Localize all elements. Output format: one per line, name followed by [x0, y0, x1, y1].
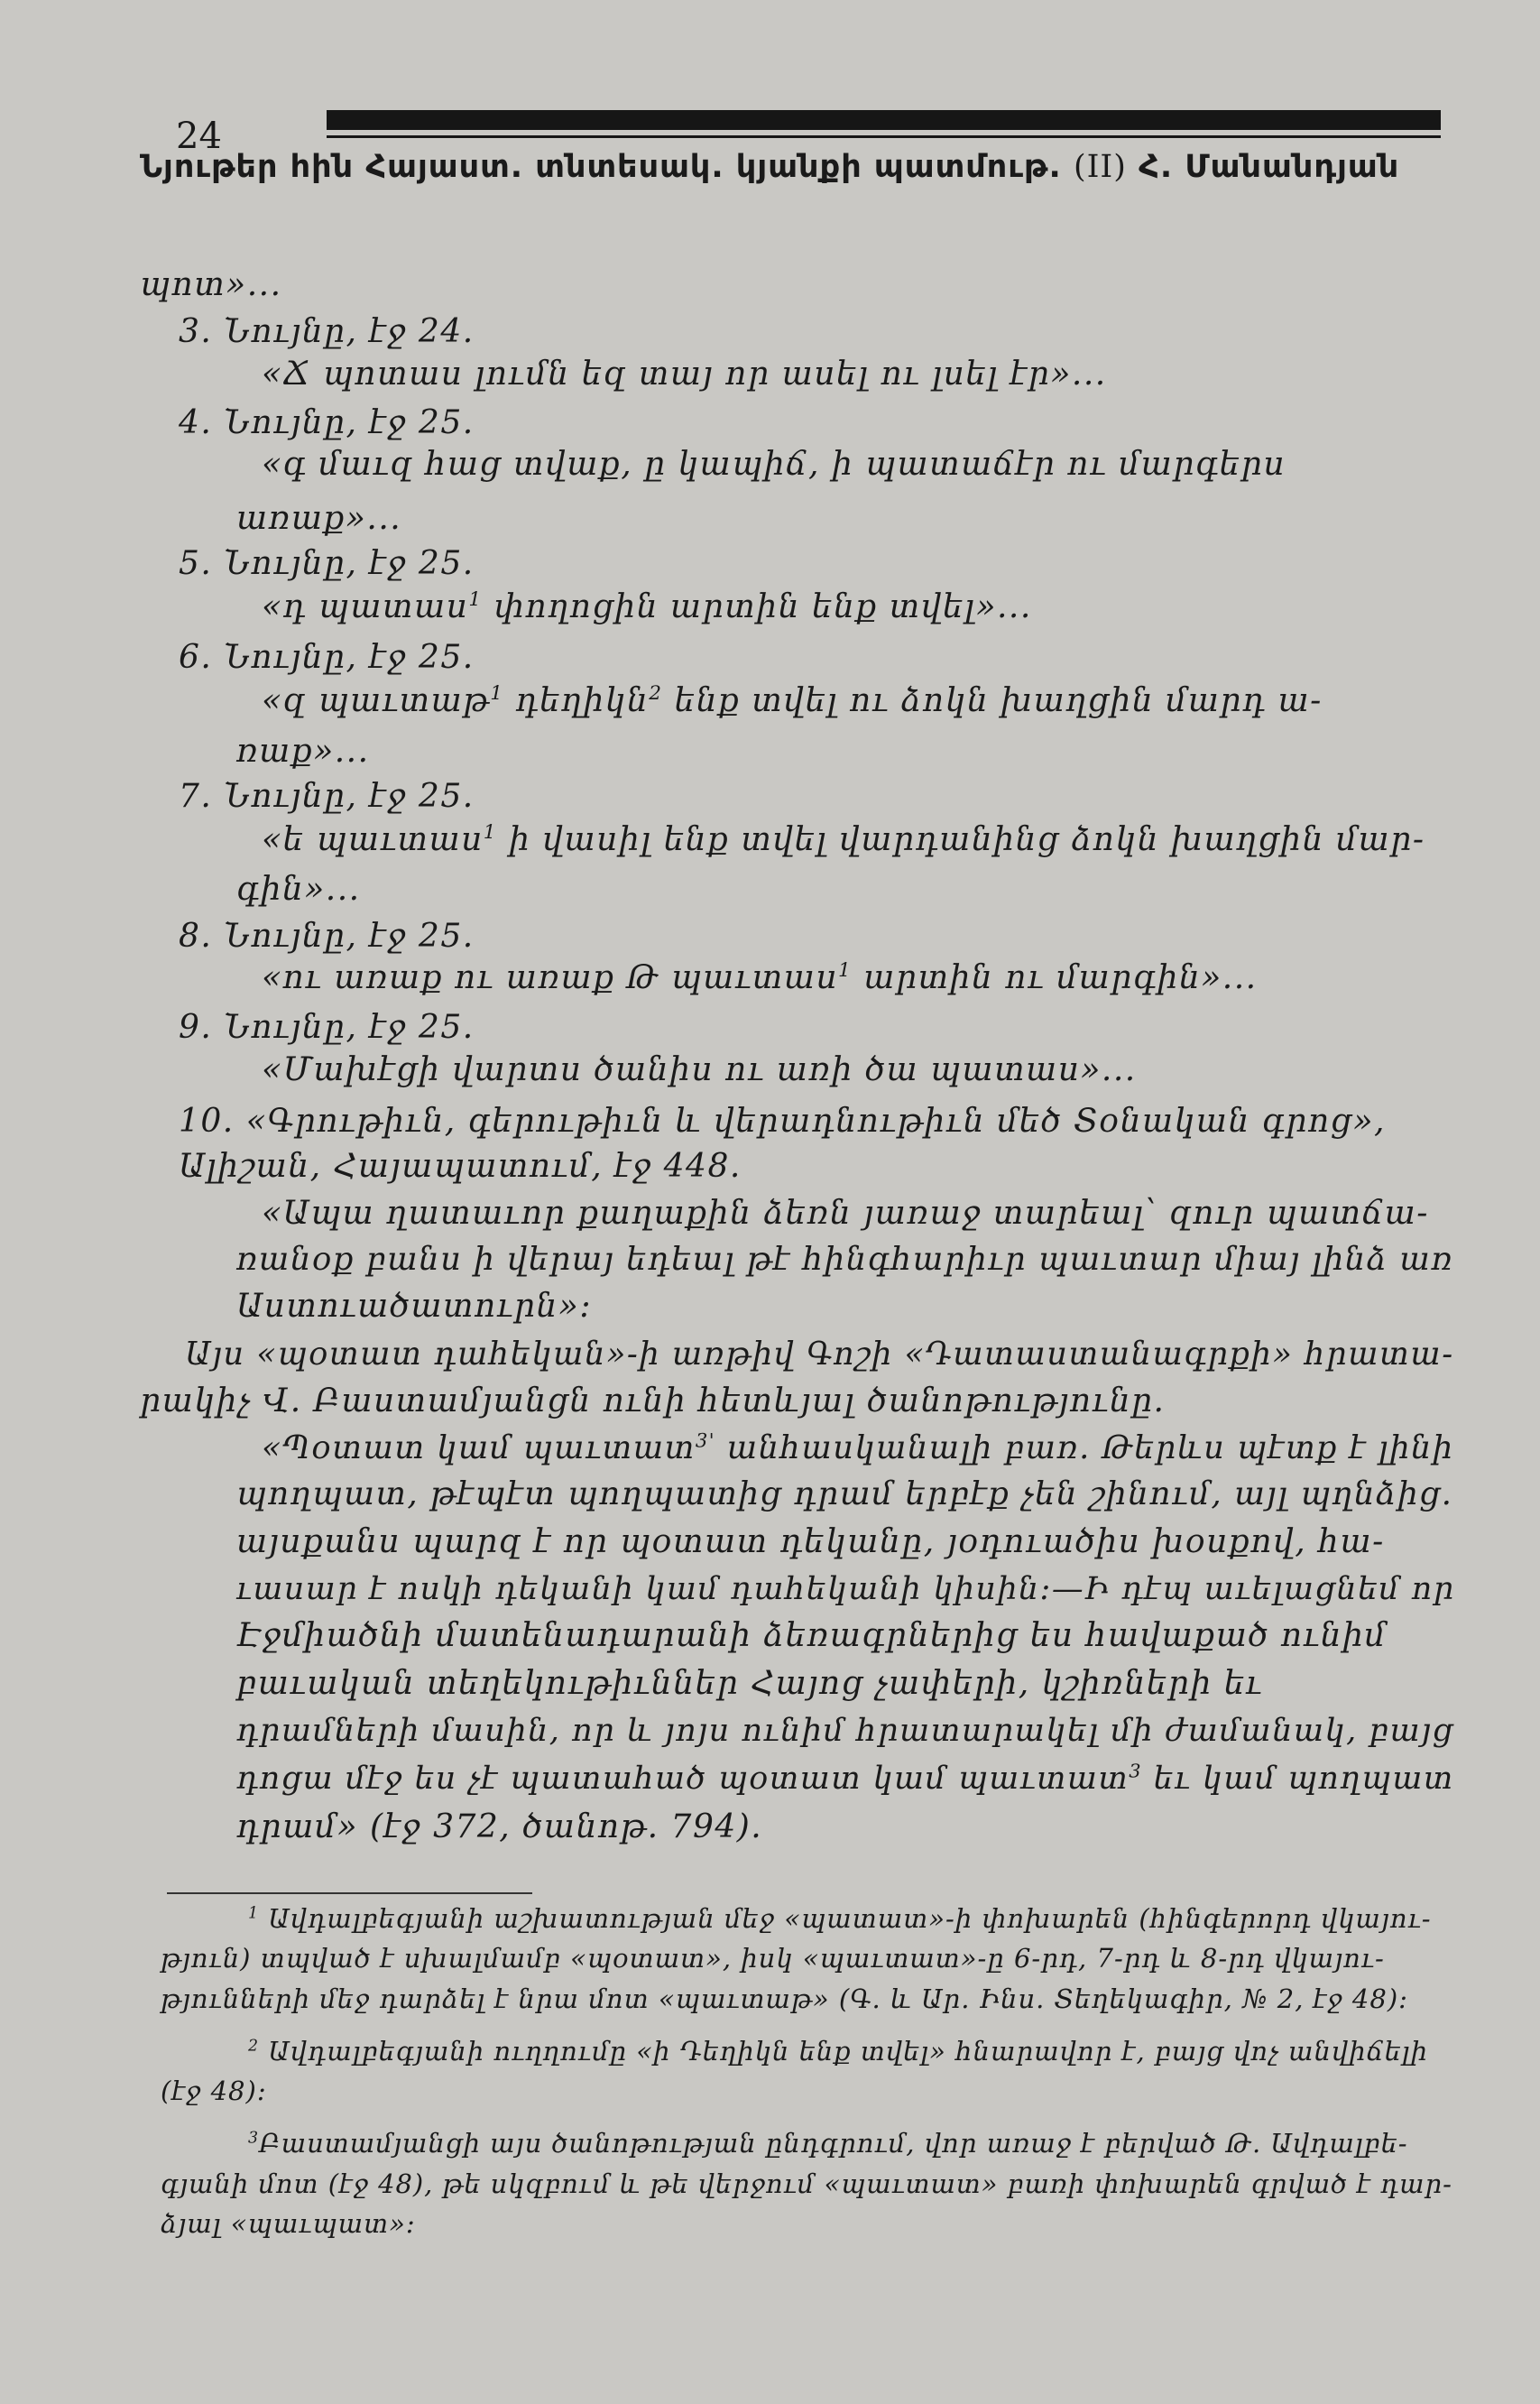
quote-line: «ե պաւտաս$^1$ ի վասիլ ենք տվել վարդանինց ձոկն խաղցին մար- — [262, 821, 1425, 858]
footnote-3-line: ձյալ «պաւպատ»։ — [161, 2208, 416, 2239]
entry-heading: 10. «Գրութիւն, գերութիւն և վերադնութիւն մեծ Տօնական գրոց», — [179, 1103, 1386, 1140]
quote-line: «Մախէցի վարտս ծանիս ու առի ծա պատաս»... — [262, 1051, 1137, 1088]
running-header-title: Նյութեր հին Հայաստ. տնտեսակ. կյանքի պատմութ. — [140, 149, 1074, 185]
quote-line: «զ պաւտաթ$^1$ դեղիկն$^2$ ենք տվել ու ձոկն խաղցին մարդ ա- — [262, 682, 1323, 719]
quote-line: պողպատ, թէպէտ պողպատից դրամ երբէք չեն շինում, այլ պղնձից. — [236, 1475, 1453, 1512]
footnote-ref: 1 — [468, 588, 483, 611]
footnote-1-line: թյունների մեջ դարձել է նրա մոտ «պաւտաթ» (Գ. և Ար. Ինս. Տեղեկագիր, № 2, էջ 48)։ — [161, 1983, 1408, 2014]
footnote-ref: 1 — [838, 959, 853, 982]
quote-line: բաւական տեղեկութիւններ Հայոց չափերի, կշիռների եւ — [236, 1665, 1263, 1702]
footnote-rule — [167, 1892, 532, 1894]
quote-line: դրամ» (էջ 372, ծանոթ. 794). — [236, 1808, 763, 1845]
quote-line: ւասար է ոսկի դեկանի կամ դահեկանի կիսին։—Ի դէպ աւելացնեմ որ — [236, 1571, 1455, 1607]
footnote-1-line: թյուն) տպված է սխալմամբ «պօտատ», իսկ «պաւտատ»-ը 6-րդ, 7-րդ և 8-րդ վկայու- — [161, 1943, 1385, 1974]
quote-line: ռաք»... — [236, 733, 370, 770]
entry-heading: 6. Նույնը, էջ 25. — [179, 639, 475, 676]
quote-line: դրամների մասին, որ և յոյս ունիմ հրատարակել մի ժամանակ, բայց — [236, 1712, 1454, 1749]
running-header — [140, 146, 1439, 188]
running-header-author: Հ. Մանանդյան — [1126, 149, 1400, 185]
quote-line: Աստուածատուրն»։ — [236, 1288, 593, 1325]
footnote-ref: 3 — [1129, 1760, 1143, 1782]
footnote-1: $^1$ Ավդալբեգյանի աշխատության մեջ «պատատ»-ի փոխարեն (հինգերորդ վկայու- — [248, 1903, 1432, 1934]
entry-heading: 4. Նույնը, էջ 25. — [179, 404, 475, 441]
footnote-marker: 2 — [248, 2037, 260, 2056]
entry-heading: 8. Նույնը, էջ 25. — [179, 918, 475, 955]
quote-line: Էջմիածնի մատենադարանի ձեռագրներից ես հավաքած ունիմ — [236, 1617, 1388, 1654]
body-line: պոտ»... — [140, 266, 282, 303]
footnote-ref: 1 — [483, 821, 498, 844]
entry-heading: 5. Նույնը, էջ 25. — [179, 545, 475, 582]
quote-line: «գ մաւզ հաց տվաք, ը կապիճ, ի պատաճէր ու մարգերս — [262, 446, 1286, 483]
footnote-ref: 2 — [649, 682, 663, 705]
body-line: րակիչ Վ. Բաստամյանցն ունի հետևյալ ծանոթությունը. — [140, 1382, 1166, 1419]
page-number: 24 — [176, 116, 222, 157]
quote-line: գին»... — [236, 871, 361, 908]
footnote-marker: 3 — [248, 2129, 260, 2148]
footnote-marker: 1 — [248, 1904, 260, 1923]
entry-heading: 7. Նույնը, էջ 25. — [179, 778, 475, 815]
footnote-3-line: գյանի մոտ (էջ 48), թե սկզբում և թե վերջում «պաւտատ» բառի փոխարեն գրված է դար- — [161, 2168, 1452, 2199]
footnote-3: $^3$Բաստամյանցի այս ծանոթության ընդգրում, վոր առաջ է բերված Թ. Ավդալբե- — [248, 2128, 1408, 2159]
footnote-ref: 3' — [695, 1429, 716, 1452]
body-line: Ալիշան, Հայապատում, էջ 448. — [179, 1148, 742, 1185]
entry-heading: 3. Նույնը, էջ 24. — [179, 313, 475, 350]
quote-line: առաք»... — [236, 500, 402, 537]
header-rule-thin — [327, 135, 1441, 138]
quote-line: դոցա մէջ ես չէ պատահած պօտատ կամ պաւտատ$^3$ եւ կամ պողպատ — [236, 1760, 1454, 1797]
quote-line: «ու առաք ու առաք Թ պաւտաս$^1$ արտին ու մարգին»... — [262, 959, 1258, 996]
quote-line: ռանօք բանս ի վերայ եդեալ թէ հինգհարիւր պաւտար միայ լինձ առ — [236, 1241, 1454, 1278]
quote-line: «Պօտատ կամ պաւտատ$^{3'}$ անհասկանալի բառ. Թերևս պէտք է լինի — [262, 1429, 1454, 1466]
quote-line: «Ապա ղատաւոր քաղաքին ձեռն յառաջ տարեալ՝ զուր պատճա- — [262, 1195, 1429, 1232]
footnote-2: $^2$ Ավդալբեգյանի ուղղումը «ի Դեղիկն ենք տվել» հնարավոր է, բայց վոչ անվիճելի — [248, 2036, 1429, 2067]
quote-line: «Ճ պոտաս լումն եզ տայ որ ասել ու լսել էր»... — [262, 356, 1107, 393]
footnote-ref: 1 — [490, 682, 504, 705]
footnote-2-line: (էջ 48)։ — [161, 2076, 267, 2106]
header-rule — [327, 110, 1441, 130]
entry-heading: 9. Նույնը, էջ 25. — [179, 1009, 475, 1046]
volume-label: (II) — [1073, 149, 1127, 185]
quote-line: «դ պատաս$^1$ փողոցին արտին ենք տվել»... — [262, 588, 1032, 625]
body-line: Այս «պօտատ դահեկան»-ի առթիվ Գոշի «Դատաստանագրքի» հրատա- — [185, 1336, 1454, 1373]
quote-line: այսքանս պարզ է որ պօտատ դեկանը, յօդուածիս խօսքով, հա- — [236, 1523, 1385, 1560]
